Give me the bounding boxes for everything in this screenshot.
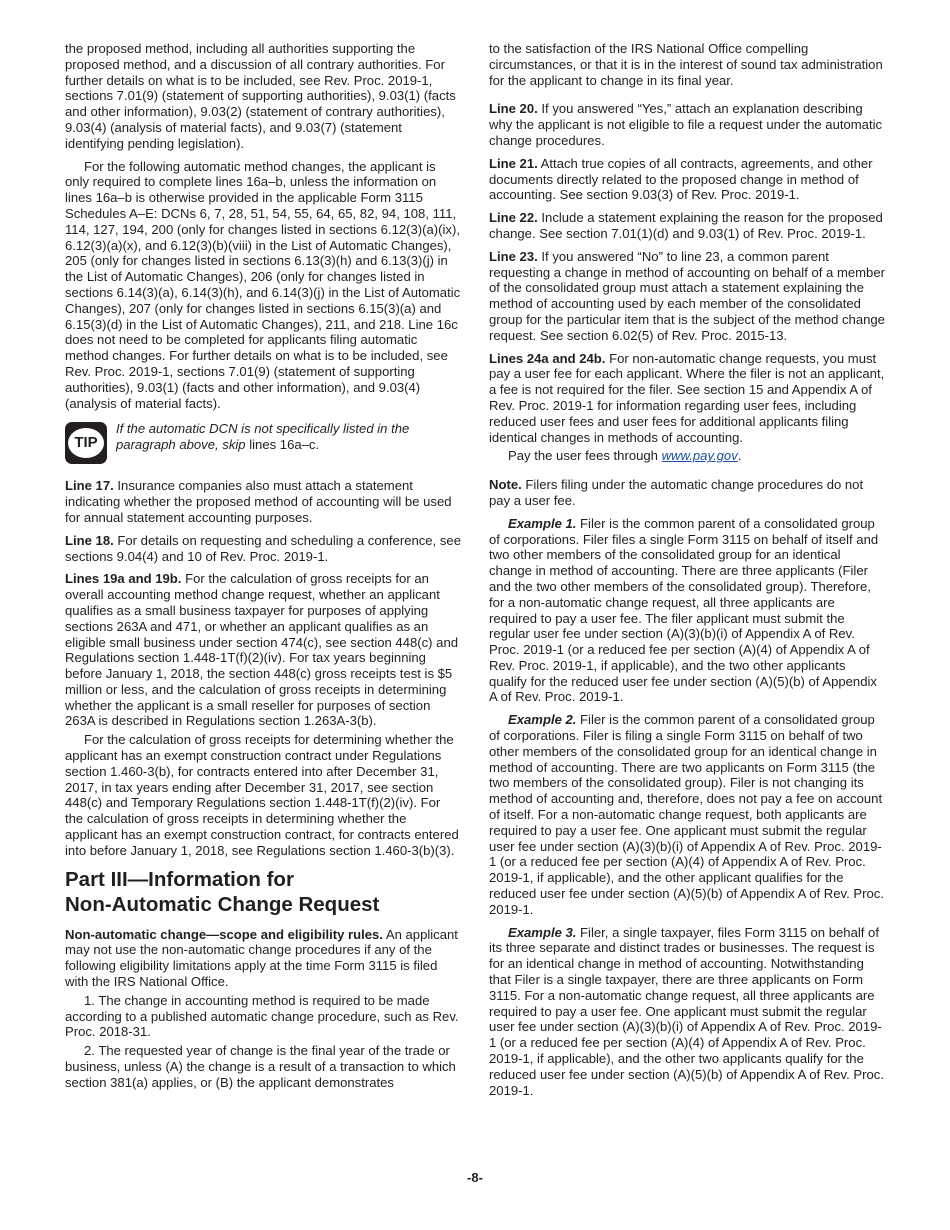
- tip-text: If the automatic DCN is not specifically listed in the paragraph above, skip lines 16a–c.: [116, 421, 410, 453]
- paragraph-proposed-method: the proposed method, including all authorities supporting the proposed method, and a discussion of all contrary authorities. For further details on what is to be included, see Rev. Proc. 2019-1, sections 7.01(9) (statement of supporting authorities), 9.03(1) (facts and other information), 9.03(2) (statement of contrary authorities), 9.03(4) (analysis of material facts), and 9.03(7) (statement identifying pending legislation).: [65, 41, 456, 151]
- line-22-paragraph: Line 22. Include a statement explaining the reason for the proposed change. See section 7.01(1)(d) and 9.03(1) of Rev. Proc. 2019-1.: [489, 210, 883, 241]
- pay-user-fees-paragraph: Pay the user fees through www.pay.gov.: [508, 448, 742, 464]
- page-number: -8-: [467, 1170, 483, 1185]
- line-17-paragraph: Line 17. Insurance companies also must attach a statement indicating whether the proposed method of accounting will be used for annual statement accounting purposes.: [65, 478, 452, 525]
- left-column: [65, 41, 461, 1094]
- line-21-paragraph: Line 21. Attach true copies of all contracts, agreements, and other documents directly related to the proposed change in method of accounting. See section 9.03(3) of Rev. Proc. 2019-1.: [489, 155, 873, 203]
- section-heading-part-iii: Part III—Information for Non-Automatic Change Request: [65, 867, 380, 916]
- scope-eligibility-paragraph: Non-automatic change—scope and eligibility rules. An applicant may not use the non-automatic change procedures if any of the following eligibility limitations apply at the time Form 3115 is filed with the IRS National Office.: [65, 926, 458, 990]
- tip-box: [65, 421, 461, 464]
- note-paragraph: Note. Filers filing under the automatic change procedures do not pay a user fee.: [489, 477, 864, 508]
- line-20-paragraph: Line 20. If you answered “Yes,” attach an explanation describing why the applicant is not eligible to file a request under the automatic change procedures.: [489, 101, 883, 148]
- paragraph-exempt-construction: For the calculation of gross receipts for determining whether the applicant has an exempt construction contract under Regulations section 1.460-3(b), for contracts entered into after December 31, 2017, in tax years ending after December 31, 2017, see section 448(c) and Temporary Regulations section 1.448-1T(f)(2)(iv). For the calculation of gross receipts in determining whether the applicant has an exempt construction contract, for contracts entered into before January 1, 2018, see Regulations section 1.460-3(b)(3).: [65, 732, 459, 858]
- paragraph-continuation: to the satisfaction of the IRS National Office compelling circumstances, or that it is in the interest of sound tax administration for the applicant to change in its final year.: [489, 41, 883, 88]
- line-18-paragraph: Line 18. For details on requesting and scheduling a conference, see sections 9.04(4) and 10 of Rev. Proc. 2019-1.: [65, 532, 461, 564]
- lines-24-paragraph: Lines 24a and 24b. For non-automatic change requests, you must pay a user fee for each applicant. Where the filer is not an applicant, a fee is not required for the filer. See section 15 and Appendix A of Rev. Proc. 2019-1 for information regarding user fees, including reduced user fees and user fees for additional applicants filing identical changes in methods of accounting.: [489, 350, 885, 445]
- list-item-2: 2. The requested year of change is the final year of the trade or business, unless (A) the change is a result of a transaction to which section 381(a) applies, or (B) the applicant demonstrates: [65, 1043, 456, 1090]
- tip-label: TIP: [68, 428, 104, 458]
- right-column: [489, 41, 885, 1105]
- line-23-paragraph: Line 23. If you answered “No” to line 23, a common parent requesting a change in method of accounting on behalf of a member of the consolidated group must attach a statement explaining the method of accounting used by each member of the consolidated group for the particular item that is the subject of the method change request. See section 6.02(5) of Rev. Proc. 2015-13.: [489, 248, 885, 343]
- list-item-1: 1. The change in accounting method is required to be made according to a published automatic change procedure, such as Rev. Proc. 2018-31.: [65, 992, 459, 1040]
- paragraph-automatic-changes: For the following automatic method changes, the applicant is only required to complete lines 16a–b, unless the information on lines 16a–b is otherwise provided in the applicable Form 3115 Schedules A–E: DCNs 6, 7, 28, 51, 54, 55, 64, 65, 82, 94, 108, 111, 114, 127, 194, 200 (only for changes listed in sections 6.12(3)(a)(ix), 6.12(3)(a)(x), and 6.12(3)(b)(viii) in the List of Automatic Changes), 205 (only for changes listed in sections 6.13(3)(h) and 6.13(3)(j) in the List of Automatic Changes), 206 (only for changes listed in sections 6.14(3)(a), 6.14(3)(h), and 6.14(3)(j) in the List of Automatic Changes), 207 (only for changes listed in sections 6.15(3)(a) and 6.15(3)(d) in the List of Automatic Changes), 211, and 218. Line 16c does not need to be completed for applicants filing automatic method changes. For further details on what is to be included, see Rev. Proc. 2019-1, sections 7.01(9) (statement of supporting authorities), 9.03(1) (facts and other information), and 9.03(4) (analysis of material facts).: [65, 158, 461, 411]
- lines-19-paragraph: Lines 19a and 19b. For the calculation of gross receipts for an overall accounting method change request, whether an applicant qualifies as a small business taxpayer for purposes of applying sections 263A and 471, or whether an applicant qualifies as an eligible small business under section 474(c), see section 448(c) and Regulations section 1.448-1T(f)(2)(iv). For tax years beginning before January 1, 2018, the section 448(c) gross receipts test is $5 million or less, and the calculation of gross receipts in determining whether the applicant is a small reseller for purposes of section 263A is described in Regulations section 1.263A-3(b).: [65, 571, 459, 729]
- pay-gov-link[interactable]: www.pay.gov: [661, 448, 738, 464]
- tip-icon: [65, 422, 107, 464]
- example-3-paragraph: Example 3. Filer, a single taxpayer, files Form 3115 on behalf of its three separate and distinct trades or businesses. The request is for an identical change in method of accounting. Notwithstanding that Filer is a single taxpayer, there are three applicants on Form 3115. For a non-automatic change request, all three applicants are required to pay a user fee. One applicant must submit the regular user fee under section (A)(3)(b)(i) of Appendix A of Rev. Proc. 2019-1 (or a reduced fee per section (A)(4) of Appendix A of Rev. Proc. 2019-1, if applicable), and the other two applicants qualify for the reduced user fee under section (A)(5)(b) of Appendix A of Rev. Proc. 2019-1.: [489, 924, 884, 1098]
- example-1-paragraph: Example 1. Filer is the common parent of a consolidated group of corporations. Filer files a single Form 3115 on behalf of itself and two other members of the consolidated group for an identical change in method of accounting. There are three applicants (Filer and the two other members of the consolidated group). Therefore, for a non-automatic change request, all three applicants are required to pay a user fee. The filer applicant must submit the regular user fee under section (A)(3)(b)(i) of Appendix A of Rev. Proc. 2019-1 (or a reduced fee per section (A)(4) of Appendix A of Rev. Proc. 2019-1, if applicable), and the two other applicants qualify for the reduced user fee under section (A)(5)(b) of Appendix A of Rev. Proc. 2019-1.: [489, 515, 879, 705]
- example-2-paragraph: Example 2. Filer is the common parent of a consolidated group of corporations. Filer is filing a single Form 3115 on behalf of two other members of the consolidated group for an identical change in method of accounting. There are two applicants on Form 3115 (the two members of the consolidated group). Filer is not changing its method of accounting and, therefore, does not pay a fee on account of itself. For a non-automatic change request, both applicants are required to pay a user fee. One applicant must submit the regular user fee under section (A)(3)(b)(i) of Appendix A of Rev. Proc. 2019-1 (or a reduced fee per section (A)(4) of Appendix A of Rev. Proc. 2019-1, if applicable), and the other applicant qualifies for the reduced user fee under section (A)(5)(b) of Appendix A of Rev. Proc. 2019-1.: [489, 712, 884, 917]
